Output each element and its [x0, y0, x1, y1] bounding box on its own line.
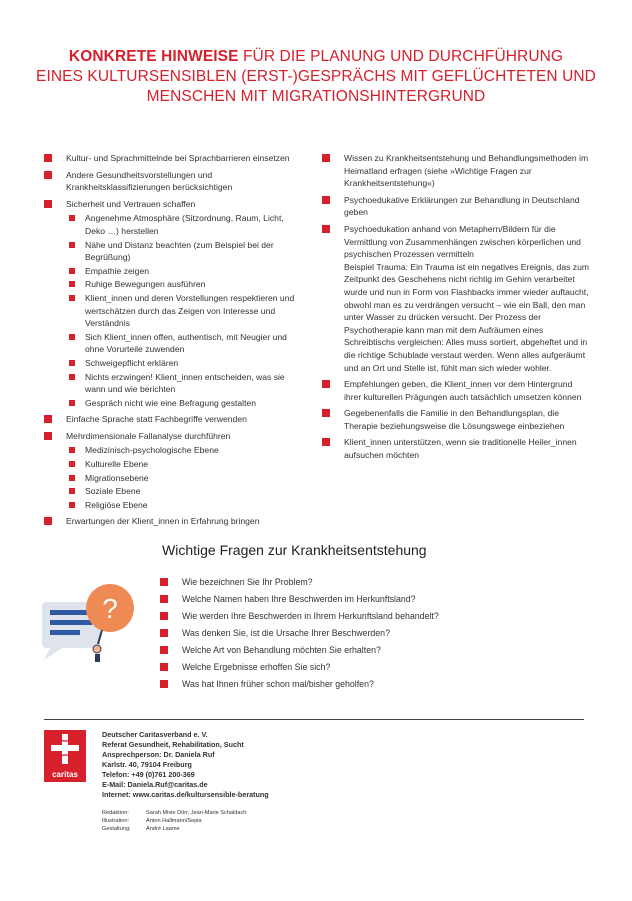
credit-line — [102, 817, 246, 825]
title-bold: KONKRETE HINWEISE — [68, 48, 239, 65]
text-line-icon — [50, 610, 92, 615]
question-item: Welche Art von Behandlung möchten Sie erhalten? — [160, 644, 439, 656]
credit-value: Sarah Mixie Dörr, Jean-Marie Schaldach — [146, 810, 247, 816]
title-line3: MENSCHEN MIT MIGRATIONSHINTERGRUND — [146, 88, 486, 105]
question-item: Wie werden Ihre Beschwerden in Ihrem Herkunftsland behandelt? — [160, 610, 439, 622]
right-column — [322, 152, 590, 466]
credit-label: Redaktion: — [102, 810, 129, 816]
address-line: Karlstr. 40, 79104 Freiburg — [102, 760, 192, 769]
list-item: Klient_innen unterstützen, wenn sie traditionelle Heiler_innen aufsuchen möchten — [322, 436, 590, 461]
list-item-label: Mehrdimensionale Fallanalyse durchführen — [66, 430, 231, 441]
list-item: Andere Gesundheitsvorstellungen und Krankheitsklassifizierungen berücksichtigen — [44, 169, 306, 194]
list-item: Einfache Sprache statt Fachbegriffe verwenden — [44, 413, 306, 426]
address-line: E-Mail: Daniela.Ruf@caritas.de — [102, 780, 208, 789]
trauma-example: Beispiel Trauma: Ein Trauma ist ein negatives Ereignis, das zum Zeitpunkt des Geschehens nicht richtig im Gehirn verarbeitet wurde und nun in Form von Flashbacks immer wieder auftaucht, obwohl man es zu verdrängen versucht – wie ein Ball, den man unter Wasser zu drücken versucht. Der Prozess der Psychotherapie kann man mit dem Aufräumen eines Schreibtischs vergleichen: Alles muss sortiert, abgeheftet und in die richtige Schublade verstaut werden. Wenn alles aufgeräumt und an Ort und Stelle ist, fühlt man sich wieder wohler. — [344, 261, 590, 373]
credit-label: Illustration: — [102, 818, 130, 824]
question-mark-icon: ? — [102, 593, 118, 624]
question-bubble-illustration — [40, 584, 152, 672]
list-item: Gegebenenfalls die Familie in den Behandlungsplan, die Therapie beziehungsweise die Lösungswege einbeziehen — [322, 407, 590, 432]
sub-list-item: Soziale Ebene — [66, 485, 306, 498]
speech-bubble-tail — [44, 648, 62, 660]
sub-list-item: Religiöse Ebene — [66, 499, 306, 512]
title-line1: FÜR DIE PLANUNG UND DURCHFÜHRUNG — [238, 48, 564, 65]
sub-list-item: Gespräch nicht wie eine Befragung gestalten — [66, 397, 306, 410]
question-item: Wie bezeichnen Sie Ihr Problem? — [160, 576, 439, 588]
questions-list — [160, 576, 439, 695]
credits — [102, 809, 246, 833]
list-item — [322, 223, 590, 374]
sub-list — [66, 444, 306, 511]
list-item-label: Psychoedukation anhand von Metaphern/Bildern für die Vermittlung von Zusammenhängen zwischen körperlichen und psychischen Prozessen vermitteln — [344, 223, 581, 260]
hand-icon — [93, 645, 101, 653]
address-line: Ansprechperson: Dr. Daniela Ruf — [102, 750, 215, 759]
sub-list-item: Schweigepflicht erklären — [66, 357, 306, 370]
credit-value: Anton Hallmann/Sepia — [146, 818, 202, 824]
sub-list-item: Klient_innen und deren Vorstellungen respektieren und wertschätzen durch das Zeigen von Interesse und Verständnis — [66, 292, 306, 330]
sub-list-item: Nähe und Distanz beachten (zum Beispiel bei der Begrüßung) — [66, 239, 306, 264]
credit-line — [102, 809, 246, 817]
question-item: Was hat Ihnen früher schon mal/bisher geholfen? — [160, 678, 439, 690]
list-item — [44, 198, 306, 410]
sub-list-item: Kulturelle Ebene — [66, 458, 306, 471]
list-item-label: Sicherheit und Vertrauen schaffen — [66, 198, 196, 209]
list-item — [44, 430, 306, 512]
footer-divider — [44, 719, 584, 720]
address-line: Referat Gesundheit, Rehabilitation, Sucht — [102, 740, 244, 749]
question-item: Welche Namen haben Ihre Beschwerden im Herkunftsland? — [160, 593, 439, 605]
left-column — [44, 152, 306, 532]
address-line: Telefon: +49 (0)761 200-369 — [102, 770, 195, 779]
address-line: Internet: www.caritas.de/kultursensible-beratung — [102, 790, 269, 799]
credit-value: André Laame — [146, 826, 180, 832]
logo-wordmark: caritas — [52, 770, 78, 779]
question-item: Welche Ergebnisse erhoffen Sie sich? — [160, 661, 439, 673]
sub-list-item: Nichts erzwingen! Klient_innen entscheiden, was sie wann und wie berichten — [66, 371, 306, 396]
text-line-icon — [50, 630, 80, 635]
sub-list-item: Angenehme Atmosphäre (Sitzordnung, Raum, Licht, Deko …) herstellen — [66, 212, 306, 237]
address-line: Deutscher Caritasverband e. V. — [102, 730, 208, 739]
sub-list-item: Migrationsebene — [66, 472, 306, 485]
text-line-icon — [50, 620, 92, 625]
title-line2: EINES KULTURSENSIBLEN (ERST-)GESPRÄCHS MIT GEFLÜCHTETEN UND — [36, 68, 596, 85]
list-item: Wissen zu Krankheitsentstehung und Behandlungsmethoden im Heimatland erfragen (siehe »Wichtige Fragen zur Krankheitsentstehung«) — [322, 152, 590, 190]
questions-title: Wichtige Fragen zur Krankheitsentstehung — [162, 542, 427, 558]
cross-icon — [44, 730, 86, 770]
contact-address — [102, 730, 269, 800]
page-title — [20, 47, 612, 107]
sub-list — [66, 212, 306, 409]
sleeve-icon — [95, 654, 100, 662]
caritas-logo — [44, 730, 86, 782]
list-item: Psychoedukative Erklärungen zur Behandlung in Deutschland geben — [322, 194, 590, 219]
list-item: Erwartungen der Klient_innen in Erfahrung bringen — [44, 515, 306, 528]
sub-list-item: Sich Klient_innen offen, authentisch, mit Neugier und ohne Vorurteile zuwenden — [66, 331, 306, 356]
list-item: Kultur- und Sprachmittelnde bei Sprachbarrieren einsetzen — [44, 152, 306, 165]
sub-list-item: Medizinisch-psychologische Ebene — [66, 444, 306, 457]
list-item: Empfehlungen geben, die Klient_innen vor dem Hintergrund ihrer kulturellen Prägungen auch tatsächlich umsetzen können — [322, 378, 590, 403]
sub-list-item: Empathie zeigen — [66, 265, 306, 278]
sub-list-item: Ruhige Bewegungen ausführen — [66, 278, 306, 291]
question-item: Was denken Sie, ist die Ursache Ihrer Beschwerden? — [160, 627, 439, 639]
credit-line — [102, 825, 246, 833]
credit-label: Gestaltung: — [102, 826, 131, 832]
